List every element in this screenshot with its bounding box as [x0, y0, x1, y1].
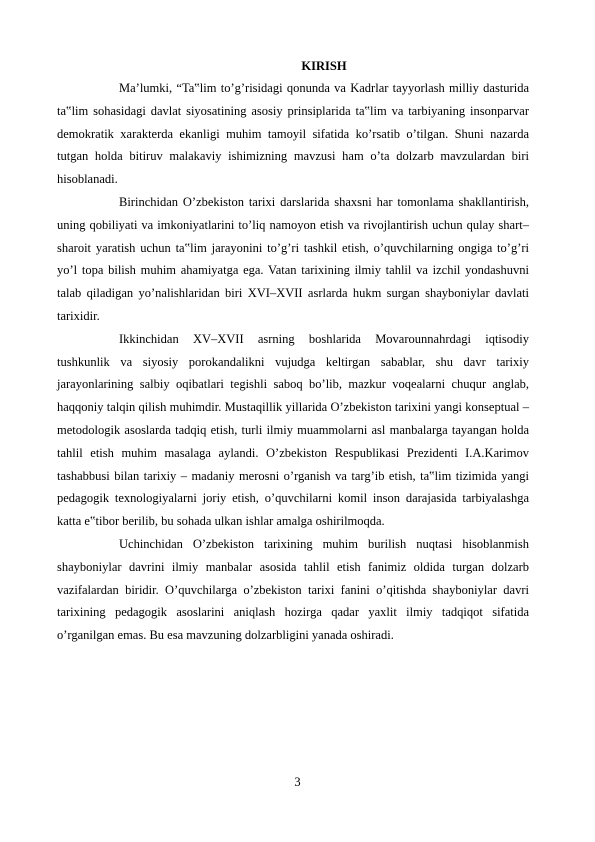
section-heading: KIRISH	[301, 59, 347, 73]
paragraph-3: Ikkinchidan XV–XVII asrning boshlarida Movarounnahrdagi iqtisodiy tushkunlik va siyosiy porokandalikni vujudga keltirgan sabablar, shu davr tarixiy jarayonlarining salbiy oqibatlari tegishli saboq bo’lib, mazkur voqealarni chuqur anglab, haqqoniy talqin qilish muhimdir. Mustaqillik yillarida O’zbekiston tarixini yangi konseptual – metodologik asoslarda tadqiq etish, turli ilmiy muammolarni asl manbalarga tayangan holda tahlil etish muhim masalaga aylandi. O’zbekiston Respublikasi Prezidenti I.A.Karimov tashabbusi bilan tarixiy – madaniy merosni o’rganish va targ’ib etish, ta‟lim tizimida yangi pedagogik texnologiyalarni joriy etish, o’quvchilarni komil inson darajasida tarbiyalashga katta e‟tibor berilib, bu sohada ulkan ishlar amalga oshirilmoqda.	[57, 331, 529, 529]
paragraph-4: Uchinchidan O’zbekiston tarixining muhim burilish nuqtasi hisoblanmish shayboniylar davrini ilmiy manbalar asosida tahlil etish fanimiz oldida turgan dolzarb vazifalardan biridir. O’quvchilarga o’zbekiston tarixi fanini o’qitishda shayboniylar davri tarixining pedagogik asoslarini aniqlash hozirga qadar yaxlit ilmiy tadqiqot sifatida o’rganilgan emas. Bu esa mavzuning dolzarbligini yanada oshiradi.	[57, 536, 529, 643]
page-body	[57, 55, 529, 647]
page-number: 3	[294, 775, 301, 789]
paragraph-1: Ma’lumki, “Ta‟lim to’g’risidagi qonunda va Kadrlar tayyorlash milliy dasturida ta‟lim sohasidagi davlat siyosatining asosiy prinsiplarida ta‟lim va tarbiyaning insonparvar demokratik xarakterda ekanligi muhim tamoyil sifatida ko’rsatib o’tilgan. Shuni nazarda tutgan holda bitiruv malakaviy ishimizning mavzusi ham o’ta dolzarb mavzulardan biri hisoblanadi.	[57, 81, 529, 187]
paragraph-2: Birinchidan O’zbekiston tarixi darslarida shaxsni har tomonlama shakllantirish, uning qobiliyati va imkoniyatlarini to’liq namoyon etish va rivojlantirish uchun qulay shart–sharoit yaratish uchun ta‟lim jarayonini to’g’ri tashkil etish, o’quvchilarning ongiga to’g’ri yo’l topa bilish muhim ahamiyatga ega. Vatan tarixining ilmiy tahlil va izchil yondashuvni talab qiladigan yo’nalishlaridan biri XVI–XVII asrlarda hukm surgan shayboniylar davlati tarixidir.	[57, 194, 529, 323]
